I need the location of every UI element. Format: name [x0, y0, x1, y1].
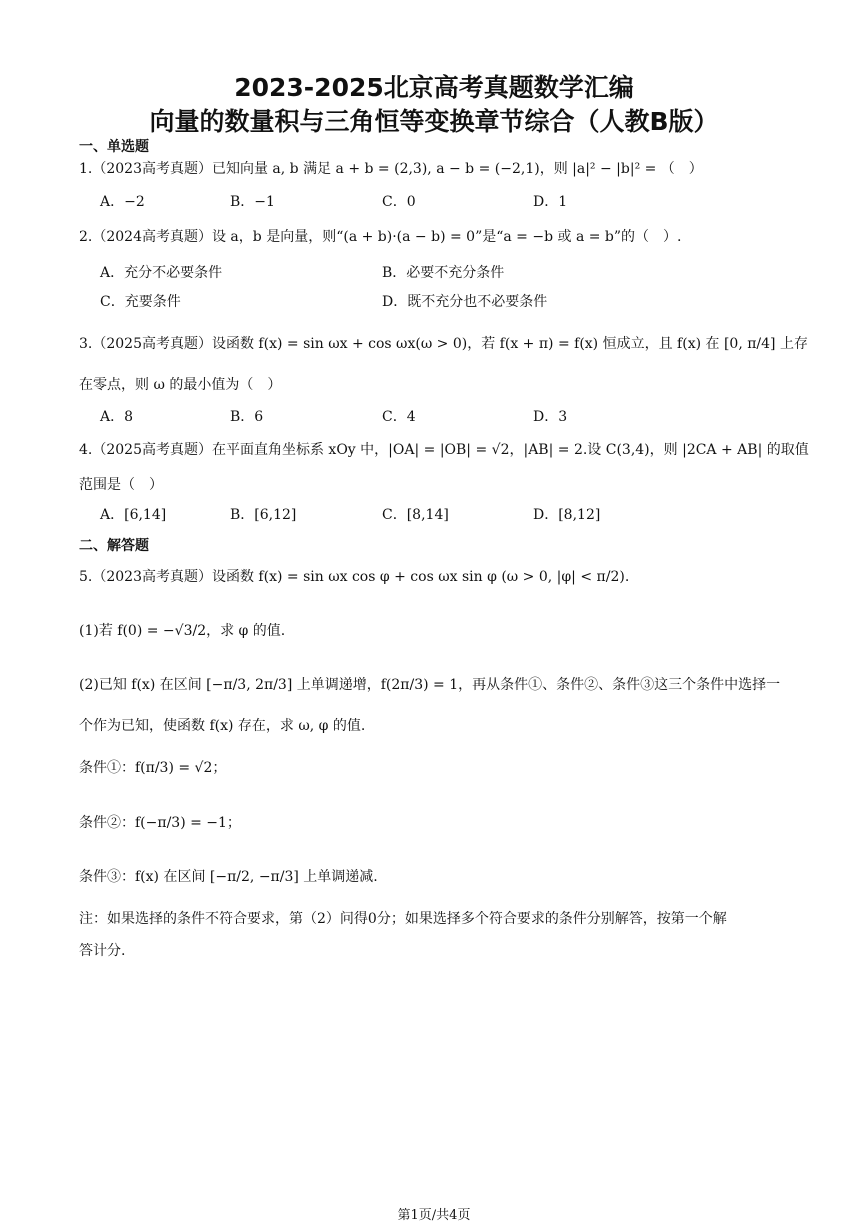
q3-option-c: C．4 — [382, 409, 416, 425]
q2-option-d: D．既不充分也不必要条件 — [382, 294, 548, 310]
question-4-text-line-2: 范围是（ ） — [79, 477, 163, 493]
section-heading-single-choice: 一、单选题 — [79, 139, 149, 155]
q3-option-d: D．3 — [533, 409, 568, 425]
q5-part-2-line-1: (2)已知 f(x) 在区间 [−π/3, 2π/3] 上单调递增，f(2π/3) = 1，再从条件①、条件②、条件③这三个条件中选择一 — [79, 677, 781, 693]
q1-option-c: C．0 — [382, 194, 416, 210]
q5-part-1: (1)若 f(0) = −√3/2，求 φ 的值. — [79, 623, 286, 639]
q1-option-b: B．−1 — [230, 194, 275, 210]
title-line-1: 2023-2025北京高考真题数学汇编 — [234, 73, 634, 102]
q5-condition-2: 条件②：f(−π/3) = −1； — [79, 815, 241, 831]
q3-option-b: B．6 — [230, 409, 264, 425]
q5-note-line-1: 注：如果选择的条件不符合要求，第（2）问得0分；如果选择多个符合要求的条件分别解答，按第一个解 — [79, 911, 727, 927]
question-5-text: 5.（2023高考真题）设函数 f(x) = sin ωx cos φ + cos ωx sin φ (ω > 0, |φ| < π/2). — [79, 569, 630, 585]
q5-condition-1: 条件①：f(π/3) = √2； — [79, 760, 227, 776]
q1-option-d: D．1 — [533, 194, 568, 210]
question-4-text-line-1: 4.（2025高考真题）在平面直角坐标系 xOy 中，|OA| = |OB| = √2，|AB| = 2.设 C(3,4)，则 |2CA + AB| 的取值 — [79, 442, 809, 458]
q5-condition-3: 条件③：f(x) 在区间 [−π/2, −π/3] 上单调递减. — [79, 869, 378, 885]
q4-option-a: A．[6,14] — [100, 507, 167, 523]
q2-option-c: C．充要条件 — [100, 294, 181, 310]
title-line-2: 向量的数量积与三角恒等变换章节综合（人教B版） — [149, 107, 719, 136]
q4-option-c: C．[8,14] — [382, 507, 449, 523]
q4-option-d: D．[8,12] — [533, 507, 601, 523]
question-2-text: 2.（2024高考真题）设 a，b 是向量，则“(a + b)·(a − b) = 0”是“a = −b 或 a = b”的（ ）. — [79, 229, 682, 245]
q5-part-2-line-2: 个作为已知，使函数 f(x) 存在，求 ω, φ 的值. — [79, 718, 366, 734]
page-footer: 第1页/共4页 — [397, 1208, 471, 1223]
question-3-text-line-2: 在零点，则 ω 的最小值为（ ） — [79, 377, 282, 393]
section-heading-answer: 二、解答题 — [79, 538, 149, 554]
q2-option-a: A．充分不必要条件 — [100, 265, 223, 281]
q3-option-a: A．8 — [100, 409, 134, 425]
q5-note-line-2: 答计分. — [79, 943, 126, 959]
question-3-text-line-1: 3.（2025高考真题）设函数 f(x) = sin ωx + cos ωx(ω > 0)，若 f(x + π) = f(x) 恒成立，且 f(x) 在 [0, π/4] 上存 — [79, 336, 808, 352]
q4-option-b: B．[6,12] — [230, 507, 297, 523]
q2-option-b: B．必要不充分条件 — [382, 265, 505, 281]
q1-option-a: A．−2 — [100, 194, 145, 210]
question-1-text: 1.（2023高考真题）已知向量 a, b 满足 a + b = (2,3), a − b = (−2,1)，则 |a|² − |b|² = （ ） — [79, 161, 703, 177]
